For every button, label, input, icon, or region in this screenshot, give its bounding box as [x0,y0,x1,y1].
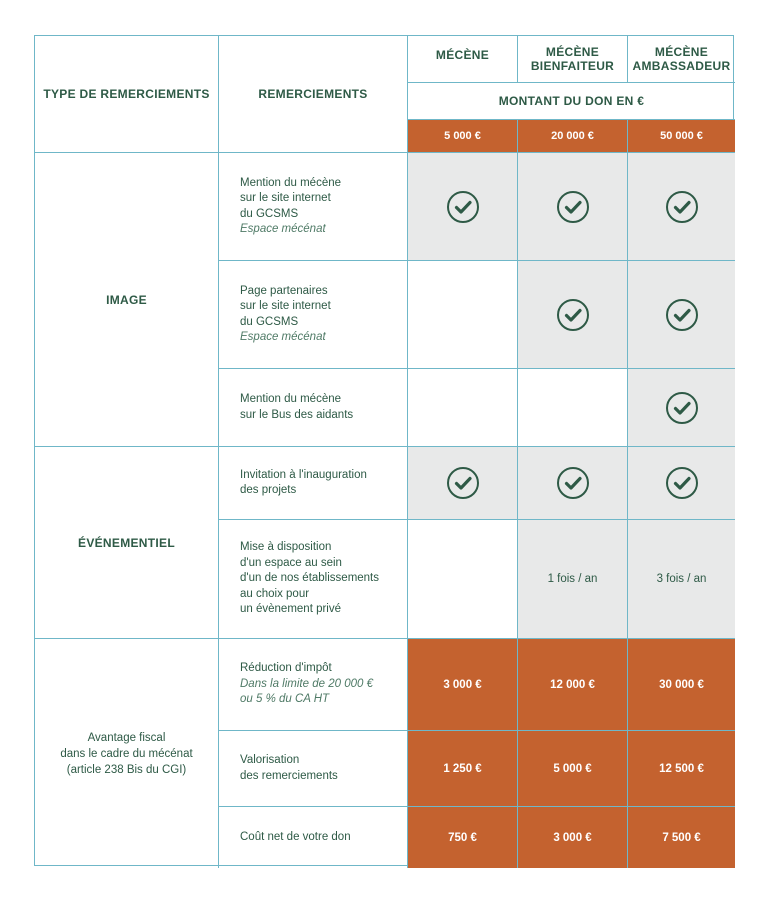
desc-line: Réduction d'impôt [240,662,332,675]
check-circle-icon [665,466,699,500]
donation-table [34,35,734,866]
montant-header [408,83,735,120]
desc-note: Espace mécénat [240,331,326,343]
cell-frequency: 3 fois / an [628,520,735,639]
tier-ambassadeur [628,36,735,83]
desc-line: d'un de nos établissements [240,572,380,585]
desc-line: un évènement privé [240,603,342,616]
cell-amount: 7 500 € [628,807,735,868]
header-type [35,36,219,153]
tier-label: MÉCÈNE BIENFAITEUR [530,45,615,73]
row-mention-bus [219,369,408,447]
desc-line: Mise à disposition [240,541,332,554]
desc-line: Page partenaires [240,284,328,297]
cell-amount: 1 250 € [408,731,518,807]
check-circle-icon [556,298,590,332]
cell-amount: 750 € [408,807,518,868]
desc-line: du GCSMS [240,207,299,220]
cell-check [408,369,518,447]
cell-check [628,261,735,369]
section-evenementiel [35,447,219,639]
section-fiscal [35,639,219,868]
cell-check [408,153,518,261]
cell-amount: 12 500 € [628,731,735,807]
row-cout [219,807,408,868]
tier-label: MÉCÈNE [435,48,490,62]
check-circle-icon [665,298,699,332]
cell-amount: 5 000 € [518,731,628,807]
desc-line: sur le Bus des aidants [240,408,354,421]
cell-amount: 3 000 € [408,639,518,731]
desc-line: Valorisation [240,754,300,766]
desc-line: d'un espace au sein [240,556,342,569]
cell-check [628,153,735,261]
desc-line: des remerciements [240,769,338,782]
cell-check [408,447,518,520]
desc-line: au choix pour [240,587,310,600]
header-remerciements [219,36,408,153]
tier-bienfaiteur [518,36,628,83]
cell-check [518,369,628,447]
cell-frequency: 1 fois / an [518,520,628,639]
desc-line: du GCSMS [240,315,299,328]
cell-empty [408,520,518,639]
fiscal-line: Avantage fiscal [87,731,166,744]
row-valorisation [219,731,408,807]
check-circle-icon [665,391,699,425]
cell-check [518,153,628,261]
desc-line: sur le site internet [240,300,331,312]
row-mention-site [219,153,408,261]
desc-line: des projets [240,484,297,496]
cell-amount: 30 000 € [628,639,735,731]
amount-bienfaiteur: 20 000 € [518,120,628,153]
row-reduction [219,639,408,731]
cell-check [518,447,628,520]
fiscal-line: (article 238 Bis du CGI) [66,763,187,776]
cell-check [628,369,735,447]
montant-label: MONTANT DU DON EN € [498,94,645,108]
desc-line: Mention du mécène [240,176,342,189]
cell-amount: 12 000 € [518,639,628,731]
desc-line: Mention du mécène [240,393,342,405]
section-evenementiel-label: ÉVÉNEMENTIEL [78,535,175,550]
header-type-label: TYPE DE REMERCIEMENTS [43,87,210,101]
desc-note: ou 5 % du CA HT [240,693,330,706]
desc-note: Dans la limite de 20 000 € [240,677,373,690]
tier-mecene [408,36,518,83]
cell-check [408,261,518,369]
tier-label: MÉCÈNE AMBASSADEUR [632,45,731,73]
desc-line: Invitation à l'inauguration [240,468,367,481]
check-circle-icon [446,190,480,224]
amount-ambassadeur: 50 000 € [628,120,735,153]
section-image-label: IMAGE [106,292,147,307]
fiscal-line: dans le cadre du mécénat [60,747,193,760]
cell-amount: 3 000 € [518,807,628,868]
check-circle-icon [665,190,699,224]
header-remerciements-label: REMERCIEMENTS [258,87,368,101]
desc-note: Espace mécénat [240,223,326,235]
desc-line: sur le site internet [240,192,331,204]
amount-mecene: 5 000 € [408,120,518,153]
cell-check [628,447,735,520]
check-circle-icon [556,466,590,500]
row-mise-disposition [219,520,408,639]
row-page-partenaires [219,261,408,369]
section-image [35,153,219,447]
desc-line: Coût net de votre don [240,830,351,843]
check-circle-icon [446,466,480,500]
check-circle-icon [556,190,590,224]
cell-check [518,261,628,369]
row-invitation [219,447,408,520]
